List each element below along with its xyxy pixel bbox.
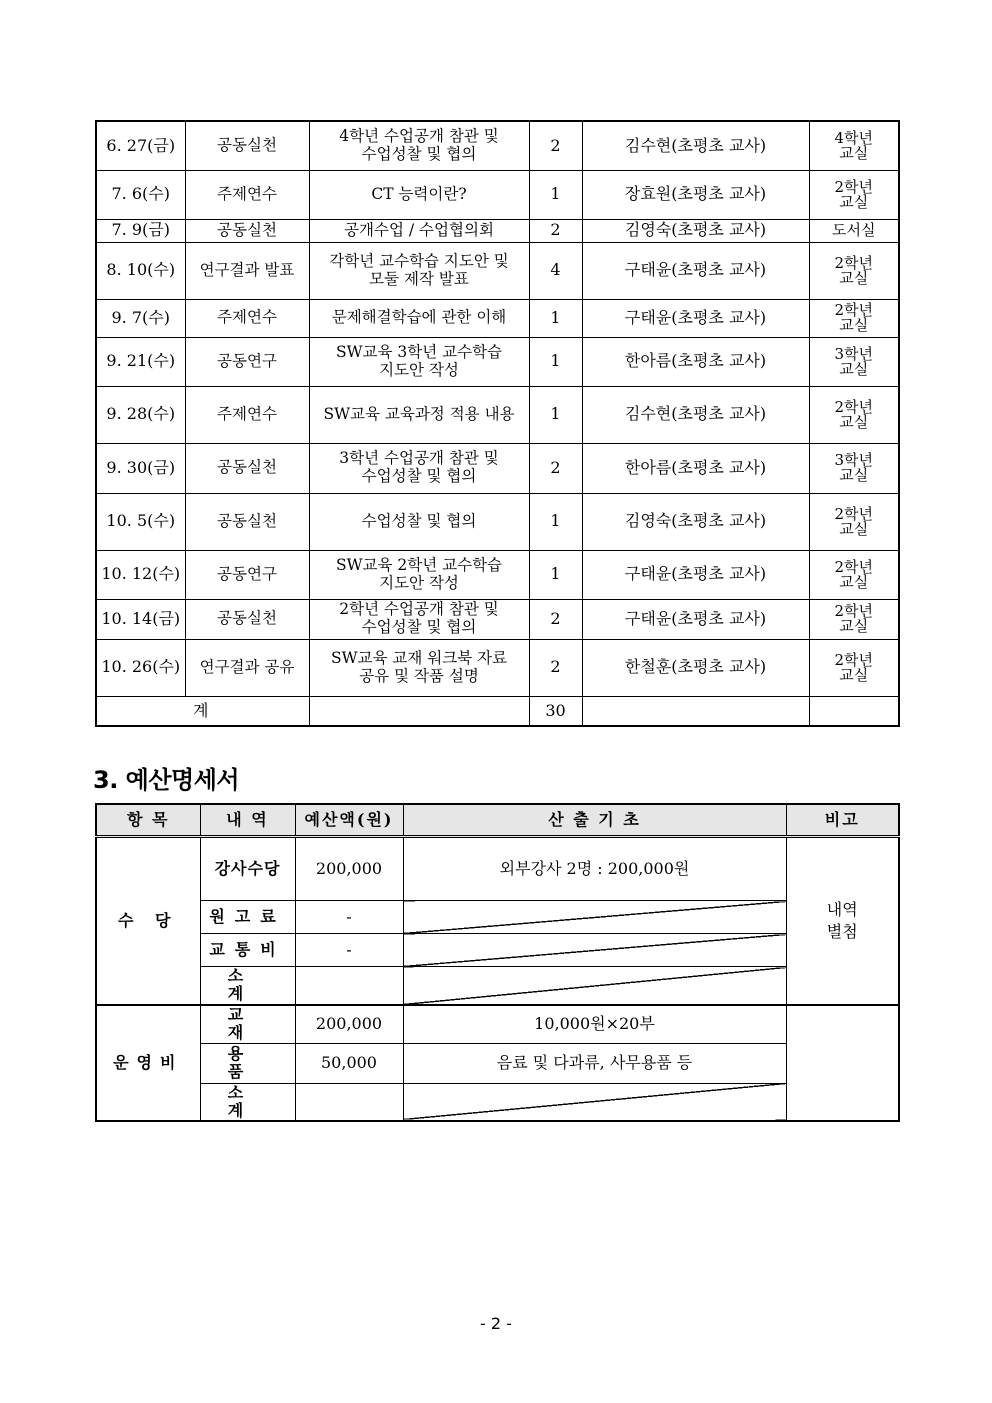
schedule-row [96,599,899,639]
schedule-lead: 김영숙(초평초 교사) [582,493,809,550]
budget-row [96,1005,899,1043]
schedule-topic: 공개수업 / 수업협의회 [309,219,529,242]
schedule-hours: 1 [529,550,582,599]
total-empty [309,696,529,726]
schedule-row [96,219,899,242]
item-basis: 외부강사 2명 : 200,000원 [403,837,786,901]
schedule-topic: CT 능력이란? [309,170,529,219]
schedule-hours: 1 [529,337,582,386]
item-basis-empty [403,967,786,1005]
schedule-hours: 2 [529,121,582,170]
schedule-topic: 문제해결학습에 관한 이해 [309,299,529,337]
schedule-row [96,493,899,550]
schedule-date: 9. 30(금) [96,443,185,493]
schedule-kind: 주제연수 [185,386,309,443]
schedule-row [96,386,899,443]
schedule-date: 10. 5(수) [96,493,185,550]
section-title: 3. 예산명세서 [93,766,240,794]
budget-row [96,901,899,934]
item-name: 소 계 [200,1083,295,1121]
schedule-topic: 각학년 교수학습 지도안 및 모둘 제작 발표 [309,242,529,299]
schedule-hours: 1 [529,493,582,550]
schedule-place: 2학년 교실 [809,242,899,299]
schedule-date: 6. 27(금) [96,121,185,170]
schedule-place: 도서실 [809,219,899,242]
header-item: 내 역 [200,804,295,837]
schedule-kind: 연구결과 발표 [185,242,309,299]
page-number: - 2 - [480,1314,512,1333]
schedule-place: 2학년 교실 [809,170,899,219]
budget-row [96,967,899,1005]
budget-table [95,803,900,1122]
item-basis: 10,000원×20부 [403,1005,786,1043]
schedule-lead: 구태윤(초평초 교사) [582,599,809,639]
schedule-kind: 공동실천 [185,493,309,550]
budget-row [96,1043,899,1083]
header-note: 비고 [786,804,899,837]
item-amount: 200,000 [295,1005,403,1043]
schedule-kind: 공동실천 [185,443,309,493]
header-category: 항 목 [96,804,200,837]
schedule-topic: SW교육 교육과정 적용 내용 [309,386,529,443]
schedule-place: 2학년 교실 [809,599,899,639]
schedule-kind: 연구결과 공유 [185,639,309,696]
schedule-lead: 구태윤(초평초 교사) [582,242,809,299]
schedule-lead: 김영숙(초평초 교사) [582,219,809,242]
schedule-topic: SW교육 교재 워크북 자료 공유 및 작품 설명 [309,639,529,696]
schedule-kind: 주제연수 [185,299,309,337]
note-operation [786,1005,899,1122]
header-amount: 예산액(원) [295,804,403,837]
schedule-row [96,299,899,337]
schedule-kind: 공동연구 [185,337,309,386]
schedule-topic: 2학년 수업공개 참관 및 수업성찰 및 협의 [309,599,529,639]
schedule-kind: 주제연수 [185,170,309,219]
item-basis-empty [403,934,786,967]
schedule-date: 10. 14(금) [96,599,185,639]
schedule-topic: SW교육 2학년 교수학습 지도안 작성 [309,550,529,599]
schedule-hours: 2 [529,599,582,639]
item-basis-empty [403,901,786,934]
schedule-place: 2학년 교실 [809,639,899,696]
schedule-topic: 3학년 수업공개 참관 및 수업성찰 및 협의 [309,443,529,493]
schedule-lead: 한철훈(초평초 교사) [582,639,809,696]
schedule-lead: 장효원(초평초 교사) [582,170,809,219]
item-amount [295,1083,403,1121]
total-empty [582,696,809,726]
training-schedule-table [95,120,900,727]
schedule-kind: 공동실천 [185,599,309,639]
schedule-place: 2학년 교실 [809,386,899,443]
schedule-place: 4학년 교실 [809,121,899,170]
schedule-place: 3학년 교실 [809,337,899,386]
budget-header-row [96,804,899,837]
schedule-date: 10. 12(수) [96,550,185,599]
schedule-lead: 한아름(초평초 교사) [582,337,809,386]
schedule-kind: 공동실천 [185,121,309,170]
schedule-body [96,121,899,726]
item-name: 원고료 [200,901,295,934]
item-name: 소 계 [200,967,295,1005]
total-label: 계 [96,696,309,726]
schedule-hours: 4 [529,242,582,299]
schedule-row [96,639,899,696]
schedule-hours: 1 [529,299,582,337]
group-label-operation: 운영비 [96,1005,200,1122]
schedule-lead: 구태윤(초평초 교사) [582,299,809,337]
budget-row [96,837,899,901]
schedule-row [96,121,899,170]
schedule-lead: 김수현(초평초 교사) [582,386,809,443]
schedule-date: 9. 7(수) [96,299,185,337]
item-amount: - [295,934,403,967]
item-name: 교통비 [200,934,295,967]
schedule-place: 2학년 교실 [809,299,899,337]
schedule-hours: 2 [529,219,582,242]
schedule-row [96,443,899,493]
schedule-place: 3학년 교실 [809,443,899,493]
schedule-place: 2학년 교실 [809,493,899,550]
item-name: 용 품 [200,1043,295,1083]
schedule-date: 7. 6(수) [96,170,185,219]
schedule-lead: 한아름(초평초 교사) [582,443,809,493]
schedule-total-row [96,696,899,726]
budget-row [96,934,899,967]
item-basis: 음료 및 다과류, 사무용품 등 [403,1043,786,1083]
item-name: 강사수당 [200,837,295,901]
total-hours: 30 [529,696,582,726]
schedule-lead: 김수현(초평초 교사) [582,121,809,170]
schedule-topic: 4학년 수업공개 참관 및 수업성찰 및 협의 [309,121,529,170]
item-name: 교 재 [200,1005,295,1043]
schedule-row [96,550,899,599]
schedule-topic: 수업성찰 및 협의 [309,493,529,550]
schedule-hours: 2 [529,639,582,696]
item-amount: 50,000 [295,1043,403,1083]
schedule-hours: 1 [529,170,582,219]
schedule-date: 9. 21(수) [96,337,185,386]
schedule-row [96,242,899,299]
total-empty [809,696,899,726]
schedule-date: 9. 28(수) [96,386,185,443]
schedule-place: 2학년 교실 [809,550,899,599]
schedule-kind: 공동연구 [185,550,309,599]
item-amount: - [295,901,403,934]
schedule-hours: 1 [529,386,582,443]
item-amount [295,967,403,1005]
item-basis-empty [403,1083,786,1121]
schedule-kind: 공동실천 [185,219,309,242]
schedule-row [96,337,899,386]
schedule-hours: 2 [529,443,582,493]
item-amount: 200,000 [295,837,403,901]
note-allowance: 내역 별첨 [786,837,899,1005]
group-label-allowance: 수 당 [96,837,200,1005]
schedule-row [96,170,899,219]
schedule-date: 8. 10(수) [96,242,185,299]
budget-row [96,1083,899,1121]
schedule-topic: SW교육 3학년 교수학습 지도안 작성 [309,337,529,386]
schedule-date: 10. 26(수) [96,639,185,696]
schedule-date: 7. 9(금) [96,219,185,242]
header-basis: 산 출 기 초 [403,804,786,837]
schedule-lead: 구태윤(초평초 교사) [582,550,809,599]
